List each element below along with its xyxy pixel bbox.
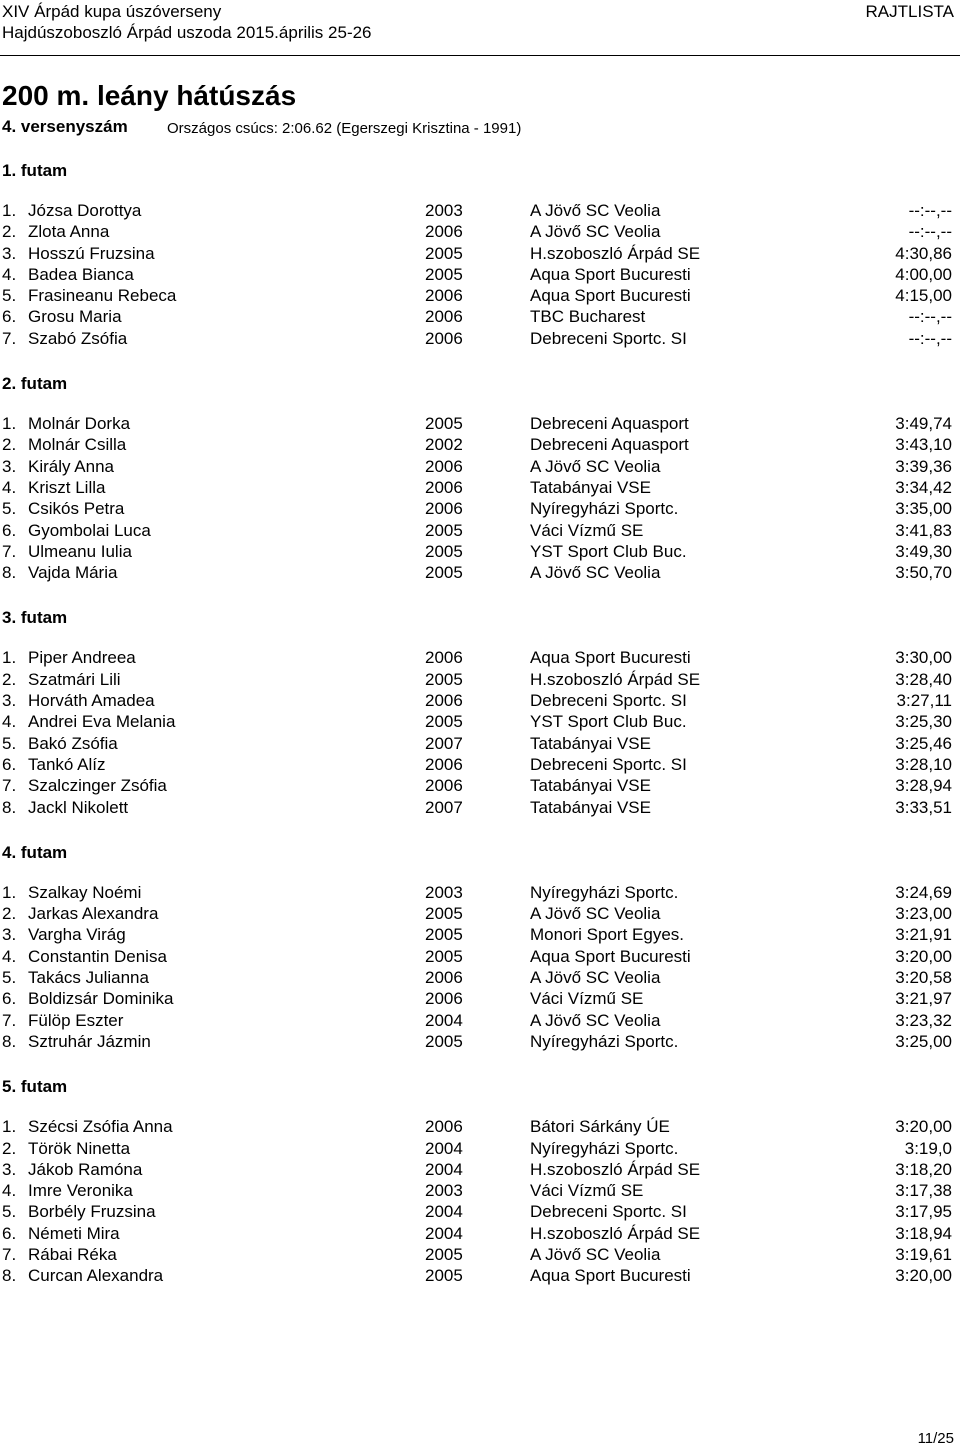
entry-row bbox=[0, 200, 960, 221]
entry-row bbox=[0, 690, 960, 711]
birth-year: 2003 bbox=[425, 201, 463, 220]
club-name: YST Sport Club Buc. bbox=[530, 541, 687, 561]
club-name: H.szoboszló Árpád SE bbox=[530, 1159, 701, 1179]
national-record: Országos csúcs: 2:06.62 (Egerszegi Krisztina - 1991) bbox=[167, 120, 522, 137]
club-name: Aqua Sport Bucuresti bbox=[530, 1266, 691, 1286]
entry-rank: 2. bbox=[2, 904, 17, 924]
entry-row bbox=[0, 1031, 960, 1052]
entry-row bbox=[0, 647, 960, 668]
club-name: Debreceni Aquasport bbox=[530, 435, 689, 455]
swimmer-name: Sztruhár Jázmin bbox=[28, 1031, 151, 1051]
heat-spacer bbox=[0, 1287, 960, 1308]
entry-rank: 2. bbox=[2, 435, 17, 455]
club-name: Debreceni Sportc. SI bbox=[530, 691, 687, 711]
birth-year: 2004 bbox=[425, 1159, 463, 1179]
entry-rank: 1. bbox=[2, 201, 17, 220]
club-name: Váci Vízmű SE bbox=[530, 1181, 644, 1201]
entry-row bbox=[0, 264, 960, 285]
entry-row bbox=[0, 1201, 960, 1222]
swimmer-name: Vargha Virág bbox=[28, 925, 126, 945]
club-name: A Jövő SC Veolia bbox=[530, 222, 661, 242]
entry-row bbox=[0, 903, 960, 924]
entry-time: 3:39,36 bbox=[895, 456, 952, 476]
swimmer-name: Szalkay Noémi bbox=[28, 882, 142, 902]
page-title: 200 m. leány hátúszás bbox=[2, 80, 297, 111]
entry-time: 3:19,0 bbox=[904, 1138, 952, 1158]
heat-list bbox=[0, 157, 960, 1308]
entry-row bbox=[0, 711, 960, 732]
club-name: Váci Vízmű SE bbox=[530, 520, 644, 540]
birth-year: 2006 bbox=[425, 499, 463, 519]
club-name: Bátori Sárkány ÚE bbox=[530, 1117, 670, 1137]
birth-year: 2005 bbox=[425, 712, 463, 732]
heat-title: 3. futam bbox=[2, 608, 68, 628]
swimmer-name: Boldizsár Dominika bbox=[28, 989, 174, 1009]
club-name: Aqua Sport Bucuresti bbox=[530, 946, 691, 966]
birth-year: 2006 bbox=[425, 477, 463, 497]
heat-spacer bbox=[0, 1052, 960, 1073]
entry-time: 3:21,91 bbox=[895, 925, 952, 945]
birth-year: 2005 bbox=[425, 904, 463, 924]
club-name: Nyíregyházi Sportc. bbox=[530, 499, 679, 519]
birth-year: 2006 bbox=[425, 989, 463, 1009]
swimmer-name: Szatmári Lili bbox=[28, 669, 121, 689]
birth-year: 2004 bbox=[425, 1223, 463, 1243]
entry-rank: 8. bbox=[2, 797, 17, 817]
entry-time: 3:20,00 bbox=[895, 1266, 952, 1286]
birth-year: 2006 bbox=[425, 776, 463, 796]
birth-year: 2005 bbox=[425, 1266, 463, 1286]
birth-year: 2005 bbox=[425, 669, 463, 689]
club-name: Debreceni Sportc. SI bbox=[530, 1202, 687, 1222]
entry-time: 3:25,00 bbox=[895, 1031, 952, 1051]
birth-year: 2005 bbox=[425, 925, 463, 945]
entry-time: --:--,-- bbox=[908, 201, 952, 220]
club-name: Tatabányai VSE bbox=[530, 477, 651, 497]
entry-row bbox=[0, 1223, 960, 1244]
entry-time: 3:49,74 bbox=[895, 414, 952, 434]
entry-rank: 2. bbox=[2, 222, 17, 242]
club-name: A Jövő SC Veolia bbox=[530, 563, 661, 583]
venue-date: Hajdúszoboszló Árpád uszoda 2015.április 25-26 bbox=[2, 23, 372, 42]
swimmer-name: Horváth Amadea bbox=[28, 691, 155, 711]
entry-time: 3:34,42 bbox=[895, 477, 952, 497]
entry-rank: 8. bbox=[2, 1031, 17, 1051]
birth-year: 2007 bbox=[425, 733, 463, 753]
entry-rank: 4. bbox=[2, 946, 17, 966]
birth-year: 2005 bbox=[425, 414, 463, 434]
entry-rank: 6. bbox=[2, 754, 17, 774]
birth-year: 2006 bbox=[425, 456, 463, 476]
entry-rank: 2. bbox=[2, 1138, 17, 1158]
swimmer-name: Curcan Alexandra bbox=[28, 1266, 164, 1286]
entry-row bbox=[0, 1265, 960, 1286]
entry-rank: 3. bbox=[2, 691, 17, 711]
entry-row bbox=[0, 477, 960, 498]
birth-year: 2006 bbox=[425, 648, 463, 668]
swimmer-name: Kriszt Lilla bbox=[28, 477, 106, 497]
entry-rank: 3. bbox=[2, 925, 17, 945]
entry-time: 3:20,00 bbox=[895, 946, 952, 966]
entry-time: 3:25,30 bbox=[895, 712, 952, 732]
entry-row bbox=[0, 1244, 960, 1265]
entry-rank: 6. bbox=[2, 1223, 17, 1243]
entry-rank: 7. bbox=[2, 328, 17, 348]
entry-rank: 3. bbox=[2, 243, 17, 263]
entry-row bbox=[0, 775, 960, 796]
club-name: A Jövő SC Veolia bbox=[530, 968, 661, 988]
entry-time: 3:23,00 bbox=[895, 904, 952, 924]
entry-row bbox=[0, 988, 960, 1009]
swimmer-name: Takács Julianna bbox=[28, 968, 149, 988]
swimmer-name: Gyombolai Luca bbox=[28, 520, 151, 540]
entry-row bbox=[0, 1010, 960, 1031]
swimmer-name: Zlota Anna bbox=[28, 222, 110, 242]
birth-year: 2002 bbox=[425, 435, 463, 455]
entry-rank: 3. bbox=[2, 456, 17, 476]
entry-rank: 7. bbox=[2, 541, 17, 561]
entry-time: 3:25,46 bbox=[895, 733, 952, 753]
entry-row bbox=[0, 243, 960, 264]
entry-row bbox=[0, 541, 960, 562]
club-name: A Jövő SC Veolia bbox=[530, 201, 661, 220]
club-name: A Jövő SC Veolia bbox=[530, 1010, 661, 1030]
entry-rank: 7. bbox=[2, 1010, 17, 1030]
birth-year: 2006 bbox=[425, 968, 463, 988]
club-name: TBC Bucharest bbox=[530, 307, 646, 327]
club-name: Debreceni Sportc. SI bbox=[530, 754, 687, 774]
swimmer-name: Tankó Alíz bbox=[28, 754, 106, 774]
club-name: H.szoboszló Árpád SE bbox=[530, 669, 701, 689]
entry-rank: 6. bbox=[2, 307, 17, 327]
club-name: Nyíregyházi Sportc. bbox=[530, 882, 679, 902]
entry-rank: 7. bbox=[2, 776, 17, 796]
heat-section bbox=[0, 157, 960, 370]
entry-time: 3:19,61 bbox=[895, 1244, 952, 1264]
swimmer-name: Jackl Nikolett bbox=[28, 797, 129, 817]
entry-time: --:--,-- bbox=[908, 307, 952, 327]
club-name: Aqua Sport Bucuresti bbox=[530, 648, 691, 668]
entry-rank: 1. bbox=[2, 882, 17, 902]
entry-time: 3:18,94 bbox=[895, 1223, 952, 1243]
club-name: A Jövő SC Veolia bbox=[530, 456, 661, 476]
swimmer-name: Szabó Zsófia bbox=[28, 328, 128, 348]
entry-row bbox=[0, 1138, 960, 1159]
swimmer-name: Hosszú Fruzsina bbox=[28, 243, 155, 263]
club-name: Debreceni Sportc. SI bbox=[530, 328, 687, 348]
entry-rank: 7. bbox=[2, 1244, 17, 1264]
entry-row bbox=[0, 924, 960, 945]
swimmer-name: Bakó Zsófia bbox=[28, 733, 118, 753]
entry-rank: 5. bbox=[2, 499, 17, 519]
swimmer-name: Andrei Eva Melania bbox=[28, 712, 176, 732]
birth-year: 2006 bbox=[425, 1117, 463, 1137]
entry-time: 3:24,69 bbox=[895, 882, 952, 902]
entry-time: 3:35,00 bbox=[895, 499, 952, 519]
birth-year: 2004 bbox=[425, 1138, 463, 1158]
entry-rank: 4. bbox=[2, 1181, 17, 1201]
entry-rank: 1. bbox=[2, 648, 17, 668]
swimmer-name: Török Ninetta bbox=[28, 1138, 131, 1158]
swimmer-name: Vajda Mária bbox=[28, 563, 118, 583]
entry-row bbox=[0, 221, 960, 242]
club-name: Nyíregyházi Sportc. bbox=[530, 1138, 679, 1158]
club-name: Nyíregyházi Sportc. bbox=[530, 1031, 679, 1051]
entry-time: 3:21,97 bbox=[895, 989, 952, 1009]
heat-section bbox=[0, 604, 960, 838]
heat-section bbox=[0, 370, 960, 604]
heat-title: 1. futam bbox=[2, 161, 68, 180]
birth-year: 2005 bbox=[425, 1031, 463, 1051]
club-name: Tatabányai VSE bbox=[530, 776, 651, 796]
entry-time: 3:23,32 bbox=[895, 1010, 952, 1030]
event-number: 4. versenyszám bbox=[2, 117, 128, 136]
birth-year: 2005 bbox=[425, 1244, 463, 1264]
heat-spacer bbox=[0, 398, 960, 413]
birth-year: 2003 bbox=[425, 882, 463, 902]
entry-rank: 5. bbox=[2, 733, 17, 753]
entry-row bbox=[0, 882, 960, 903]
birth-year: 2005 bbox=[425, 563, 463, 583]
entry-rank: 8. bbox=[2, 1266, 17, 1286]
entry-row bbox=[0, 754, 960, 775]
heat-spacer bbox=[0, 632, 960, 647]
birth-year: 2006 bbox=[425, 222, 463, 242]
entry-row bbox=[0, 413, 960, 434]
swimmer-name: Imre Veronika bbox=[28, 1181, 133, 1201]
entry-time: 4:00,00 bbox=[895, 264, 952, 284]
entry-rank: 5. bbox=[2, 1202, 17, 1222]
swimmer-name: Grosu Maria bbox=[28, 307, 122, 327]
birth-year: 2005 bbox=[425, 520, 463, 540]
club-name: Tatabányai VSE bbox=[530, 733, 651, 753]
entry-time: 3:18,20 bbox=[895, 1159, 952, 1179]
swimmer-name: Szécsi Zsófia Anna bbox=[28, 1117, 173, 1137]
heat-spacer bbox=[0, 583, 960, 604]
swimmer-name: Jarkas Alexandra bbox=[28, 904, 159, 924]
entry-row bbox=[0, 733, 960, 754]
entry-time: 4:15,00 bbox=[895, 286, 952, 306]
entry-rank: 4. bbox=[2, 264, 17, 284]
header-divider bbox=[0, 55, 960, 56]
club-name: Tatabányai VSE bbox=[530, 797, 651, 817]
entry-row bbox=[0, 434, 960, 455]
event-name: XIV Árpád kupa úszóverseny bbox=[2, 2, 222, 21]
entry-time: 3:41,83 bbox=[895, 520, 952, 540]
entry-rank: 3. bbox=[2, 1159, 17, 1179]
swimmer-name: Constantin Denisa bbox=[28, 946, 167, 966]
entry-row bbox=[0, 1180, 960, 1201]
entry-row bbox=[0, 669, 960, 690]
entry-time: 3:28,94 bbox=[895, 776, 952, 796]
entry-rank: 4. bbox=[2, 477, 17, 497]
swimmer-name: Badea Bianca bbox=[28, 264, 134, 284]
heat-spacer bbox=[0, 349, 960, 370]
entry-row bbox=[0, 498, 960, 519]
swimmer-name: Borbély Fruzsina bbox=[28, 1202, 156, 1222]
birth-year: 2005 bbox=[425, 541, 463, 561]
entry-time: 3:49,30 bbox=[895, 541, 952, 561]
entry-time: 3:20,58 bbox=[895, 968, 952, 988]
entry-time: 3:43,10 bbox=[895, 435, 952, 455]
entry-time: 3:17,38 bbox=[895, 1181, 952, 1201]
birth-year: 2006 bbox=[425, 286, 463, 306]
entry-row bbox=[0, 967, 960, 988]
page-number: 11/25 bbox=[917, 1430, 954, 1447]
entry-rank: 5. bbox=[2, 968, 17, 988]
heat-spacer bbox=[0, 1101, 960, 1116]
entry-row bbox=[0, 306, 960, 327]
birth-year: 2004 bbox=[425, 1010, 463, 1030]
swimmer-name: Fülöp Eszter bbox=[28, 1010, 124, 1030]
swimmer-name: Csikós Petra bbox=[28, 499, 125, 519]
entry-time: 3:50,70 bbox=[895, 563, 952, 583]
entry-time: 3:33,51 bbox=[895, 797, 952, 817]
entry-time: 4:30,86 bbox=[895, 243, 952, 263]
entry-time: 3:27,11 bbox=[896, 691, 952, 711]
entry-time: 3:28,40 bbox=[895, 669, 952, 689]
entry-rank: 6. bbox=[2, 520, 17, 540]
heat-spacer bbox=[0, 185, 960, 200]
birth-year: 2003 bbox=[425, 1181, 463, 1201]
swimmer-name: Józsa Dorottya bbox=[28, 201, 142, 220]
club-name: A Jövő SC Veolia bbox=[530, 1244, 661, 1264]
club-name: H.szoboszló Árpád SE bbox=[530, 1223, 701, 1243]
entry-rank: 8. bbox=[2, 563, 17, 583]
birth-year: 2006 bbox=[425, 691, 463, 711]
entry-row bbox=[0, 328, 960, 349]
entry-time: --:--,-- bbox=[908, 328, 952, 348]
entry-row bbox=[0, 520, 960, 541]
swimmer-name: Szalczinger Zsófia bbox=[28, 776, 167, 796]
entry-row bbox=[0, 797, 960, 818]
birth-year: 2004 bbox=[425, 1202, 463, 1222]
entry-row bbox=[0, 1116, 960, 1137]
club-name: YST Sport Club Buc. bbox=[530, 712, 687, 732]
page-header bbox=[2, 1, 372, 43]
entry-row bbox=[0, 456, 960, 477]
entry-time: --:--,-- bbox=[908, 222, 952, 242]
entry-row bbox=[0, 562, 960, 583]
swimmer-name: Király Anna bbox=[28, 456, 114, 476]
swimmer-name: Frasineanu Rebeca bbox=[28, 286, 177, 306]
heat-title: 5. futam bbox=[2, 1077, 68, 1097]
club-name: H.szoboszló Árpád SE bbox=[530, 243, 701, 263]
heat-title: 2. futam bbox=[2, 374, 68, 394]
document-type: RAJTLISTA bbox=[865, 2, 954, 21]
heat-spacer bbox=[0, 867, 960, 882]
club-name: Váci Vízmű SE bbox=[530, 989, 644, 1009]
entry-row bbox=[0, 946, 960, 967]
birth-year: 2005 bbox=[425, 243, 463, 263]
birth-year: 2006 bbox=[425, 754, 463, 774]
birth-year: 2006 bbox=[425, 328, 463, 348]
entry-rank: 1. bbox=[2, 414, 17, 434]
club-name: Monori Sport Egyes. bbox=[530, 925, 685, 945]
swimmer-name: Molnár Dorka bbox=[28, 414, 131, 434]
entry-rank: 5. bbox=[2, 286, 17, 306]
swimmer-name: Ulmeanu Iulia bbox=[28, 541, 132, 561]
heat-spacer bbox=[0, 818, 960, 839]
entry-time: 3:17,95 bbox=[895, 1202, 952, 1222]
swimmer-name: Jákob Ramóna bbox=[28, 1159, 143, 1179]
club-name: Aqua Sport Bucuresti bbox=[530, 264, 691, 284]
entry-time: 3:28,10 bbox=[895, 754, 952, 774]
entry-rank: 6. bbox=[2, 989, 17, 1009]
entry-time: 3:30,00 bbox=[895, 648, 952, 668]
entry-time: 3:20,00 bbox=[895, 1117, 952, 1137]
heat-section bbox=[0, 839, 960, 1073]
entry-rank: 1. bbox=[2, 1117, 17, 1137]
entry-rank: 2. bbox=[2, 669, 17, 689]
club-name: Debreceni Aquasport bbox=[530, 414, 689, 434]
club-name: A Jövő SC Veolia bbox=[530, 904, 661, 924]
entry-row bbox=[0, 1159, 960, 1180]
birth-year: 2005 bbox=[425, 264, 463, 284]
birth-year: 2006 bbox=[425, 307, 463, 327]
birth-year: 2007 bbox=[425, 797, 463, 817]
heat-section bbox=[0, 1073, 960, 1307]
swimmer-name: Molnár Csilla bbox=[28, 435, 127, 455]
birth-year: 2005 bbox=[425, 946, 463, 966]
club-name: Aqua Sport Bucuresti bbox=[530, 286, 691, 306]
heat-title: 4. futam bbox=[2, 842, 68, 862]
swimmer-name: Rábai Réka bbox=[28, 1244, 117, 1264]
swimmer-name: Németi Mira bbox=[28, 1223, 120, 1243]
swimmer-name: Piper Andreea bbox=[28, 648, 136, 668]
entry-row bbox=[0, 285, 960, 306]
entry-rank: 4. bbox=[2, 712, 17, 732]
